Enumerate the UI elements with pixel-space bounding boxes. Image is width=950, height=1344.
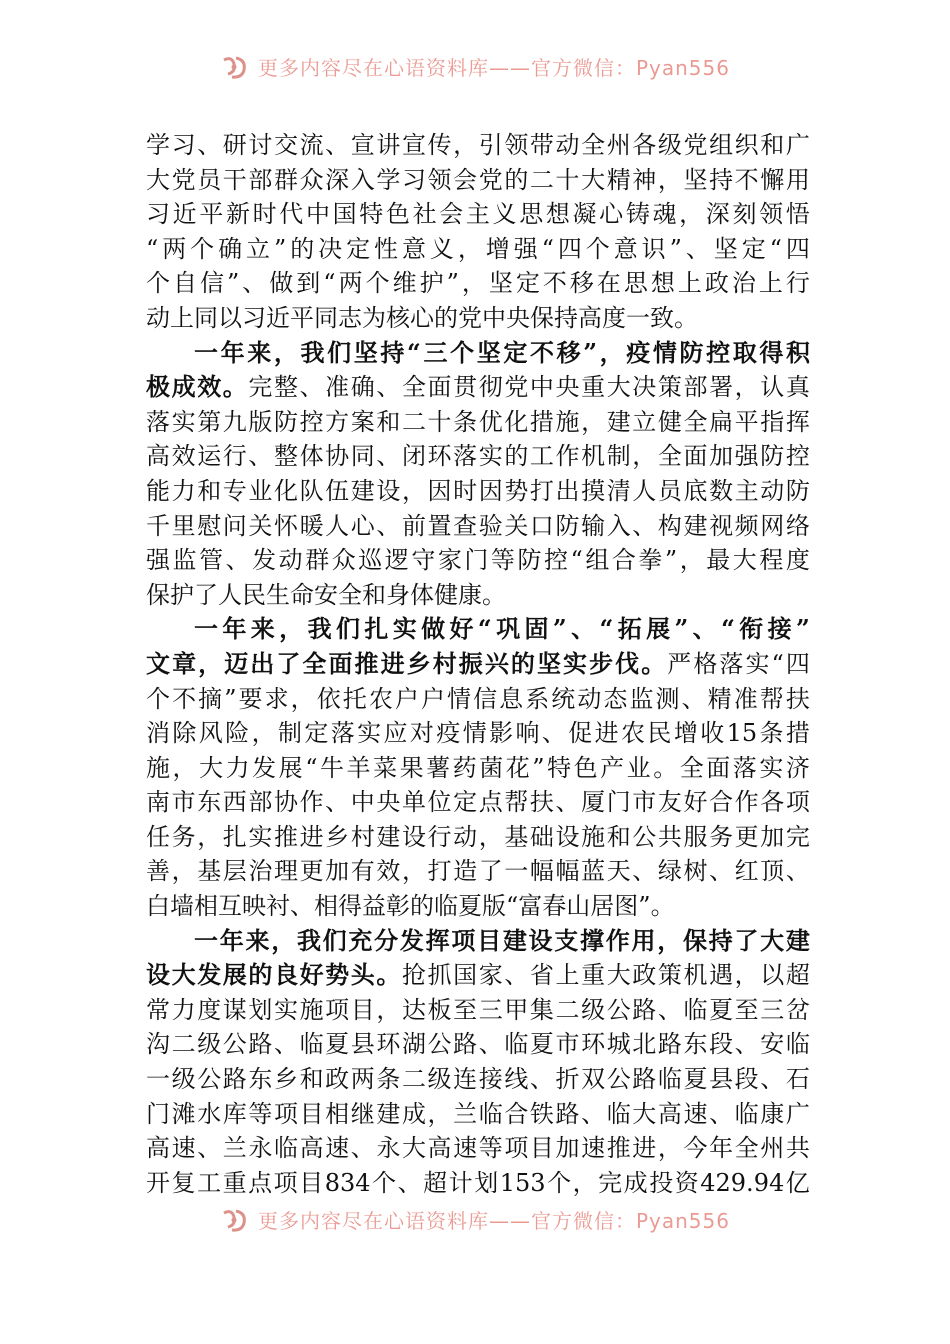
text-line: 常 力 度 谋 划 实 施 项 目 ， 达 板 至 三 甲 集 二 级 公 路 、 临 夏 至 三 岔 [146,995,810,1024]
document-body [146,128,810,1200]
text-line: 习 近 平 新 时 代 中 国 特 色 社 会 主 义 思 想 凝 心 铸 魂 ， 深 刻 领 悟 [146,200,810,229]
text-line: 南 市 东 西 部 协 作 、 中 央 单 位 定 点 帮 扶 、 厦 门 市 友 好 合 作 各 项 [146,788,810,817]
text-line: 开 复 工 重 点 项 目 834 个 、 超 计 划 153 个 ， 完 成 投 资 429.94 亿 [146,1168,810,1197]
text-line: 一 级 公 路 东 乡 和 政 两 条 二 级 连 接 线 、 折 双 公 路 临 夏 县 段 、 石 [146,1065,810,1094]
text-line: 门 滩 水 库 等 项 目 相 继 建 成 ， 兰 临 合 铁 路 、 临 大 高 速 、 临 康 广 [146,1099,810,1128]
text-line: 学 习 、 研 讨 交 流 、 宣 讲 宣 传 ， 引 领 带 动 全 州 各 级 党 组 织 和 广 [146,131,810,159]
text-line: 善 ， 基 层 治 理 更 加 有 效 ， 打 造 了 一 幅 幅 蓝 天 、 绿 树 、 红 顶 、 [146,857,810,886]
text-line: 极 成 效 。 完 整 、 准 确 、 全 面 贯 彻 党 中 央 重 大 决 策 部 署 ， 认 真 [146,372,810,402]
watermark-top [0,52,950,86]
watermark-content [220,1205,730,1234]
text-line: 文 章 ， 迈 出 了 全 面 推 进 乡 村 振 兴 的 坚 实 步 伐 。 严 格 落 实 “ 四 [146,648,810,678]
text-line: 千 里 慰 问 关 怀 暖 人 心 、 前 置 查 验 关 口 防 输 入 、 构 建 视 频 网 络 [146,511,810,540]
text-line: 施 ， 大 力 发 展 “ 牛 羊 菜 果 薯 药 菌 花 ” 特 色 产 业 。 全 面 落 实 济 [146,753,810,782]
text-line: 能 力 和 专 业 化 队 伍 建 设 ， 因 时 因 势 打 出 摸 清 人 员 底 数 主 动 防 [146,476,810,505]
text-line: 任 务 ， 扎 实 推 进 乡 村 建 设 行 动 ， 基 础 设 施 和 公 共 服 务 更 加 完 [146,822,810,851]
text-line: 高 速 、 兰 永 临 高 速 、 永 大 高 速 等 项 目 加 速 推 进 ， 今 年 全 州 共 [146,1134,810,1163]
text-line: 沟 二 级 公 路 、 临 夏 县 环 湖 公 路 、 临 夏 市 环 城 北 路 东 段 、 安 临 [146,1030,810,1059]
watermark-content [220,52,730,81]
text-line: 保 护 了 人 民 生 命 安 全 和 身 体 健 康 。 [146,580,506,609]
text-line: 落 实 第 九 版 防 控 方 案 和 二 十 条 优 化 措 施 ， 建 立 健 全 扁 平 指 挥 [146,407,810,436]
text-line: 一 年 来 ， 我 们 扎 实 做 好 “ 巩 固 ” 、 “ 拓 展 ” 、 “ 衔 接 ” [194,614,810,644]
logo-icon [220,1207,250,1233]
text-line: 个 不 摘 ” 要 求 ， 依 托 农 户 户 情 信 息 系 统 动 态 监 测 、 精 准 帮 扶 [146,684,810,713]
text-line: 大 党 员 干 部 群 众 深 入 学 习 领 会 党 的 二 十 大 精 神 ， 坚 持 不 懈 用 [146,165,810,194]
watermark-bottom [0,1205,950,1239]
watermark-text: 更多内容尽在心语资料库——官方微信：Pyan556 [257,56,730,80]
text-line: 高 效 运 行 、 整 体 协 同 、 闭 环 落 实 的 工 作 机 制 ， 全 面 加 强 防 控 [146,442,810,471]
text-line: 一 年 来 ， 我 们 坚 持 “ 三 个 坚 定 不 移 ” ， 疫 情 防 控 取 得 积 [194,337,810,367]
text-line: 动 上 同 以 习 近 平 同 志 为 核 心 的 党 中 央 保 持 高 度 一 致 。 [146,303,698,332]
text-line: “ 两 个 确 立 ” 的 决 定 性 意 义 ， 增 强 “ 四 个 意 识 ” 、 坚 定 “ 四 [146,234,810,263]
watermark-text: 更多内容尽在心语资料库——官方微信：Pyan556 [257,1209,730,1233]
text-line: 消 除 风 险 ， 制 定 落 实 应 对 疫 情 影 响 、 促 进 农 民 增 收 15 条 措 [146,719,810,748]
logo-icon [220,54,250,80]
text-line: 设 大 发 展 的 良 好 势 头 。 抢 抓 国 家 、 省 上 重 大 政 策 机 遇 ， 以 超 [146,960,810,990]
text-line: 白 墙 相 互 映 衬 、 相 得 益 彰 的 临 夏 版 “ 富 春 山 居 图 ” 。 [146,892,675,921]
text-line: 一 年 来 ， 我 们 充 分 发 挥 项 目 建 设 支 撑 作 用 ， 保 持 了 大 建 [194,925,810,955]
text-line: 强 监 管 、 发 动 群 众 巡 逻 守 家 门 等 防 控 “ 组 合 拳 ” ， 最 大 程 度 [146,546,810,575]
text-line: 个 自 信 ” 、 做 到 “ 两 个 维 护 ” ， 坚 定 不 移 在 思 想 上 政 治 上 行 [146,269,810,298]
